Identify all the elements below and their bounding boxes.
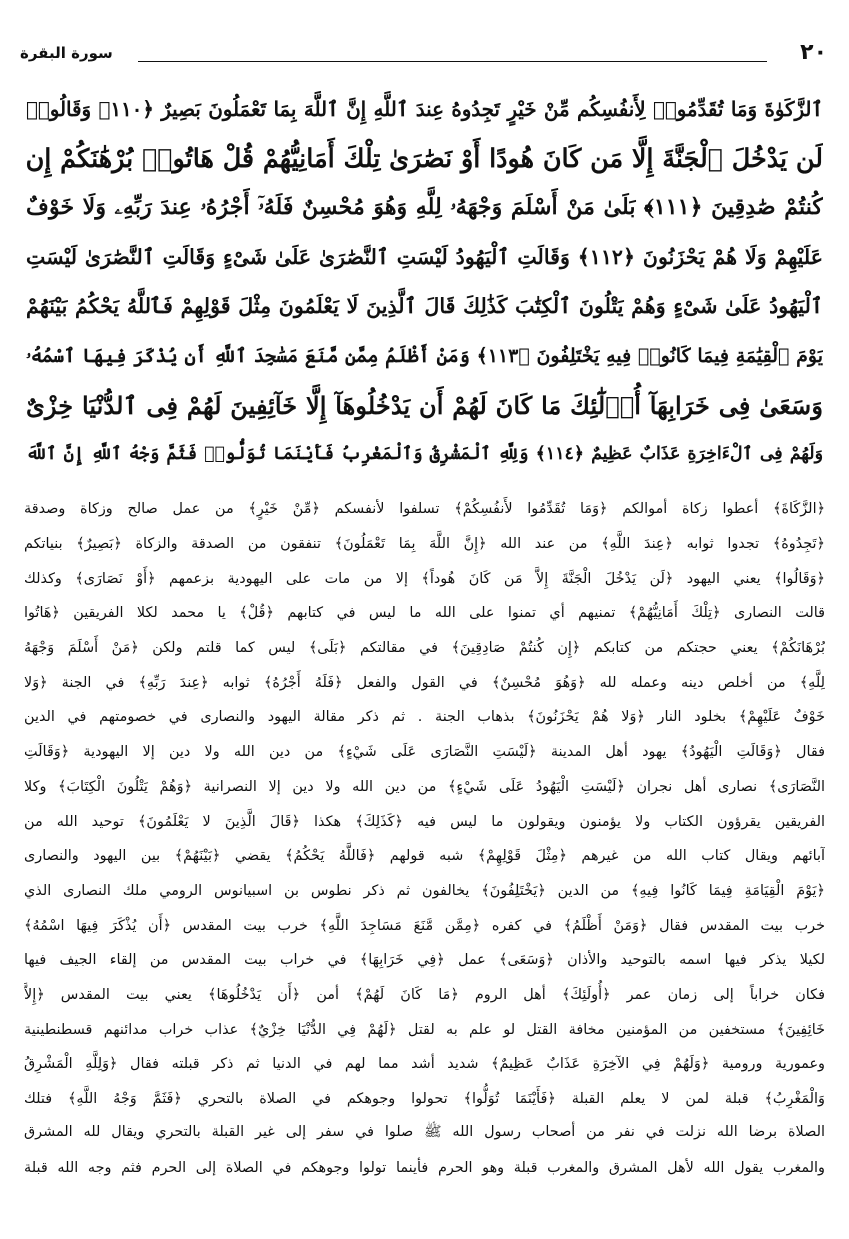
commentary-line: خرب بيت المقدس فقال ﴿وَمَنْ أَظْلَمُ﴾ في كفره ﴿مِمَّن مَّنَعَ مَسَاجِدَ اللَّهِ﴾ خرب بيت المقدس ﴿أَن يُذْكَرَ فِيهَا اسْمُهُ﴾ [24, 917, 825, 934]
commentary-line: وعمورية ورومية ﴿وَلَهُمْ فِي الآخِرَةِ عَذَابٌ عَظِيمٌ﴾ شديد أشد مما لهم في الدنيا ثم ذكر قبلته فقال ﴿وَلِلَّهِ الْمَشْرِقُ [24, 1056, 825, 1073]
commentary-line: بُرْهَانَكُمْ﴾ يعني حجتكم من كتابكم ﴿إِن كُنتُمْ صَادِقِينَ﴾ في مقالتكم ﴿بَلَى﴾ ليس كما قلتم ولكن ﴿مَنْ أَسْلَمَ وَجْهَهُ [24, 640, 825, 657]
header-rule [138, 61, 767, 62]
commentary-line: وَالْمَغْرِبُ﴾ قبلة لمن لا يعلم القبلة ﴿فَأَيْنَمَا تُوَلُّوا﴾ تحولوا وجوهكم في الصلاة بالتحري ﴿فَثَمَّ وَجْهُ اللَّهِ﴾ فتلك [24, 1091, 825, 1108]
commentary-line: فقال ﴿وَقَالَتِ الْيَهُودُ﴾ يهود أهل المدينة ﴿لَيْسَتِ النَّصَارَى عَلَى شَيْءٍ﴾ من دين الله ولا دين إلا اليهودية ﴿وَقَالَتِ [24, 744, 825, 761]
commentary-line: فكان خراباً إلى زمان عمر ﴿أُولَئِكَ﴾ أهل الروم ﴿مَا كَانَ لَهُمْ﴾ أمن ﴿أَن يَدْخُلُوهَا﴾ يعني بيت المقدس ﴿إِلاَّ [24, 986, 825, 1003]
verse-line: وَسَعَىٰ فِى خَرَابِهَآ أُو۟لَٰٓئِكَ مَا كَانَ لَهُمْ أَن يَدْخُلُوهَآ إِلَّا خَآئِفِينَ لَهُمْ فِى ٱلدُّنْيَا خِزْىٌ [26, 390, 823, 420]
commentary-line: ﴿الزَّكَاةَ﴾ أعطوا زكاة أموالكم ﴿وَمَا تُقَدِّمُوا لأَنفُسِكُمْ﴾ تسلفوا لأنفسكم ﴿مِّنْ خَيْرٍ﴾ من عمل صالح وزكاة وصدقة [24, 501, 825, 518]
verse-line: ٱلزَّكَوٰةَ وَمَا تُقَدِّمُوا۟ لِأَنفُسِكُم مِّنْ خَيْرٍ تَجِدُوهُ عِندَ ٱللَّهِ إِنَّ ٱللَّهَ بِمَا تَعْمَلُونَ بَصِيرٌ ﴿١١٠﴾ وَقَالُوا۟ [26, 96, 823, 121]
commentary-line: قالت النصارى ﴿تِلْكَ أَمَانِيُّهُمْ﴾ تمنيهم أي تمنوا على الله ما ليس في كتابهم ﴿قُلْ﴾ يا محمد لكلا الفريقين ﴿هَاتُوا [24, 605, 825, 622]
verse-line: يَوْمَ ٱلْقِيَٰمَةِ فِيمَا كَانُوا۟ فِيهِ يَخْتَلِفُونَ ﴿١١٣﴾ وَمَنْ أَظْلَمُ مِمَّن مَّنَعَ مَسَٰجِدَ ٱللَّهِ أَن يُذْكَرَ فِيهَا ٱسْمُهُۥ [26, 344, 823, 367]
verse-line: كُنتُمْ صَٰدِقِينَ ﴿١١١﴾ بَلَىٰ مَنْ أَسْلَمَ وَجْهَهُۥ لِلَّهِ وَهُوَ مُحْسِنٌ فَلَهُۥٓ أَجْرُهُۥ عِندَ رَبِّهِۦ وَلَا خَوْفٌ [26, 194, 823, 221]
commentary-line: خَائِفِينَ﴾ مستخفين من المؤمنين مخافة القتل لو علم به لقتل ﴿لَهُمْ فِي الدُّنْيَا خِزْيٌ﴾ عذاب خراب مدائنهم قسطنطينية [24, 1021, 825, 1038]
commentary-line: خَوْفٌ عَلَيْهِمْ﴾ بخلود النار ﴿وَلا هُمْ يَحْزَنُونَ﴾ بذهاب الجنة . ثم ذكر مقالة اليهود والنصارى في خصومتهم في الدين [24, 709, 825, 726]
quran-verses [26, 84, 823, 479]
commentary-line: ﴿يَوْمَ الْقِيَامَةِ فِيمَا كَانُوا فِيهِ﴾ من الدين ﴿يَخْتَلِفُونَ﴾ يخالفون ثم ذكر نطوس بن اسبيانوس الرومي ملك النصارى الذي [24, 882, 825, 899]
page-header [20, 40, 827, 76]
commentary-line: لِلَّهِ﴾ من أخلص دينه وعمله لله ﴿وَهُوَ مُحْسِنٌ﴾ في القول والفعل ﴿فَلَهُ أَجْرُهُ﴾ ثوابه ﴿عِندَ رَبِّهِ﴾ في الجنة ﴿وَلا [24, 674, 825, 691]
commentary-line: ﴿تَجِدُوهُ﴾ تجدوا ثوابه ﴿عِندَ اللَّهِ﴾ من عند الله ﴿إِنَّ اللَّهَ بِمَا تَعْمَلُونَ﴾ تنفقون من الصدقة والزكاة ﴿بَصِيرٌ﴾ بنياتكم [24, 536, 825, 553]
commentary-line: والمغرب يقول الله لأهل المشرق والمغرب قبلة وهو الحرم فأينما تولوا وجوهكم في الصلاة إلى الحرم فثم وجه الله قبلة [24, 1160, 825, 1177]
commentary-line: الصلاة برضا الله نزلت في نفر من أصحاب رسول الله ﷺ صلوا في سفر إلى غير القبلة بالتحري ويقال لله المشرق [24, 1124, 825, 1141]
commentary-line: لكيلا يذكر فيها اسمه بالتوحيد والأذان ﴿وَسَعَى﴾ عمل ﴿فِي خَرَابِهَا﴾ في خراب بيت المقدس من إلقاء الجيف فيها [24, 952, 825, 969]
verse-line: وَلَهُمْ فِى ٱلْءَاخِرَةِ عَذَابٌ عَظِيمٌ ﴿١١٤﴾ وَلِلَّهِ ٱلْمَشْرِقُ وَٱلْمَغْرِبُ فَأَيْنَمَا تُوَلُّوا۟ فَثَمَّ وَجْهُ ٱللَّهِ إِنَّ ٱللَّهَ [26, 444, 823, 465]
commentary-line: ﴿وَقَالُوا﴾ يعني اليهود ﴿لَن يَدْخُلَ الْجَنَّةَ إِلاَّ مَن كَانَ هُوداً﴾ إلا من مات على اليهودية بزعمهم ﴿أَوْ نَصَارَى﴾ وكذلك [24, 570, 825, 587]
verse-line: لَن يَدْخُلَ ٱلْجَنَّةَ إِلَّا مَن كَانَ هُودًا أَوْ نَصَٰرَىٰ تِلْكَ أَمَانِيُّهُمْ قُلْ هَاتُوا۟ بُرْهَٰنَكُمْ إِن [26, 143, 823, 174]
commentary-line: الفريقين يقرؤون الكتاب ولا يؤمنون ويقولون ما ليس فيه ﴿كَذَلِكَ﴾ هكذا ﴿قَالَ الَّذِينَ لا يَعْلَمُونَ﴾ توحيد الله من [24, 813, 825, 830]
verse-line: عَلَيْهِمْ وَلَا هُمْ يَحْزَنُونَ ﴿١١٢﴾ وَقَالَتِ ٱلْيَهُودُ لَيْسَتِ ٱلنَّصَٰرَىٰ عَلَىٰ شَىْءٍ وَقَالَتِ ٱلنَّصَٰرَىٰ لَيْسَتِ [26, 244, 823, 269]
tafsir-commentary [24, 492, 825, 1186]
commentary-line: آبائهم ويقال كتاب الله من غيرهم ﴿مِثْلَ قَوْلِهِمْ﴾ شبه قولهم ﴿فَاللَّهُ يَحْكُمُ﴾ يقضي ﴿بَيْنَهُمْ﴾ بين اليهود والنصارى [24, 848, 825, 865]
commentary-line: النَّصَارَى﴾ نصارى أهل نجران ﴿لَيْسَتِ الْيَهُودُ عَلَى شَيْءٍ﴾ من دين الله ولا دين إلا النصرانية ﴿وَهُمْ يَتْلُونَ الْكِتَابَ﴾ وكلا [24, 778, 825, 795]
page-number: ٢٠ [800, 40, 827, 65]
surah-name: سورة البقرة [20, 44, 113, 62]
verse-line: ٱلْيَهُودُ عَلَىٰ شَىْءٍ وَهُمْ يَتْلُونَ ٱلْكِتَٰبَ كَذَٰلِكَ قَالَ ٱلَّذِينَ لَا يَعْلَمُونَ مِثْلَ قَوْلِهِمْ فَٱللَّهُ يَحْكُمُ بَيْنَهُمْ [26, 294, 823, 319]
